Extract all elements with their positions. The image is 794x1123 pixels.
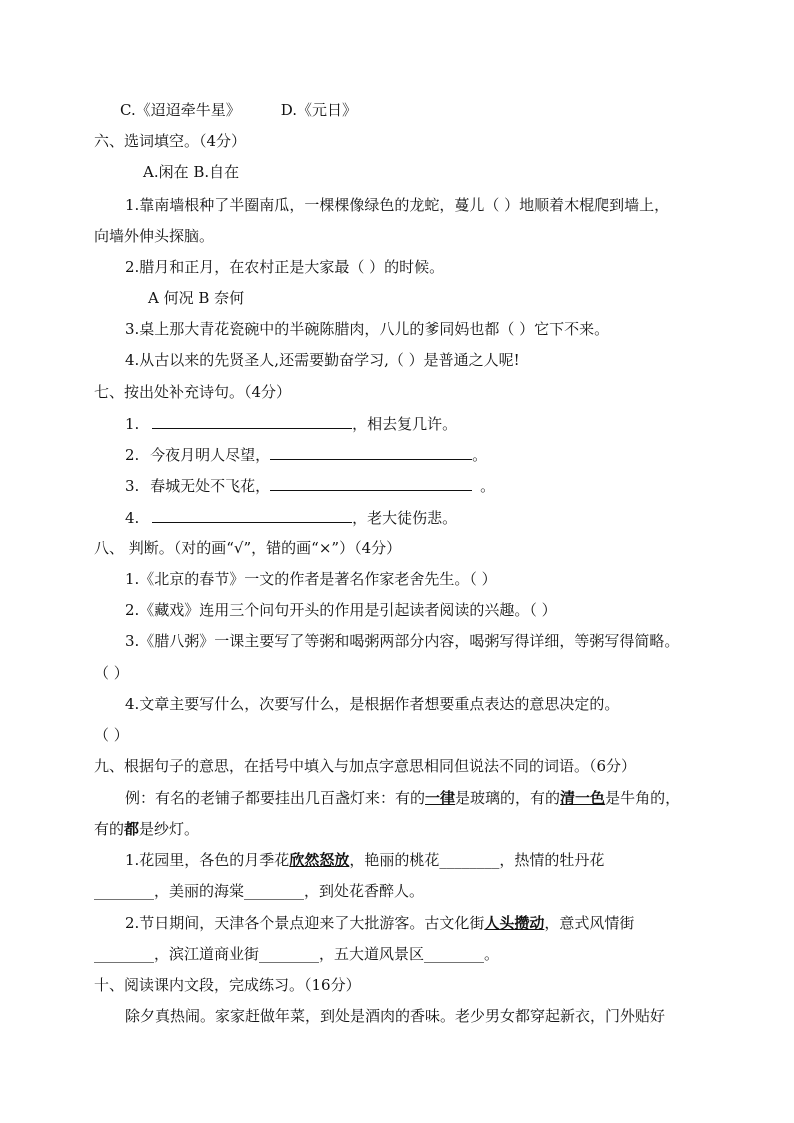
line3-tail: 。 <box>480 477 496 495</box>
section8-q4: 4.文章主要写什么，次要写什么，是根据作者想要重点表达的意思决定的。 <box>125 695 620 713</box>
line2-tail: 。 <box>472 446 488 464</box>
line4-tail: ，老大徒伤悲。 <box>352 509 458 527</box>
section7-line3 <box>125 475 495 496</box>
line1-number: 1. <box>125 415 140 433</box>
section9-example-line2 <box>94 819 199 839</box>
line1-tail: ，相去复几许。 <box>352 415 458 433</box>
section10-title: 十、阅读课内文段，完成练习。（16分） <box>94 976 361 994</box>
example-text-c: 是玻璃的，有的 <box>455 789 561 807</box>
section8-q1: 1.《北京的春节》一文的作者是著名作家老舍先生。（ ） <box>125 570 497 588</box>
section7-line4 <box>125 507 457 528</box>
section6-q1-line1: 1.靠南墙根种了半圈南瓜，一棵棵像绿色的龙蛇，蔓儿（ ）地顺着木棍爬到墙上， <box>125 196 670 214</box>
section8-q2: 2.《藏戏》连用三个问句开头的作用是引起读者阅读的兴趣。（ ） <box>125 601 557 619</box>
q2-text-a: 2.节日期间，天津各个景点迎来了大批游客。古文化街 <box>125 914 485 932</box>
example2-text-c: 是纱灯。 <box>139 820 200 838</box>
section9-example-line1 <box>125 788 680 808</box>
section6-q3: 3.桌上那大青花瓷碗中的半碗陈腊肉，八儿的爹同妈也都（ ）它下不来。 <box>125 320 610 338</box>
q5-options-row <box>120 100 357 120</box>
q1-text-c: ，艳丽的桃花________，热情的牡丹花 <box>349 851 605 869</box>
section10-passage: 除夕真热闹。家家赶做年菜，到处是酒肉的香味。老少男女都穿起新衣，门外贴好 <box>125 1007 666 1025</box>
section7-line1 <box>125 413 457 434</box>
section6-options-2: A 何况 B 奈何 <box>148 289 245 307</box>
line3-head: 春城无处不飞花， <box>150 477 271 495</box>
line4-number: 4. <box>125 509 140 527</box>
example-dotted-word-2: 清一色 <box>560 789 606 807</box>
section6-options-1: A.闲在 B.自在 <box>143 163 240 181</box>
example-text-a: 例：有名的老铺子都要挂出几百盏灯来：有的 <box>125 789 426 807</box>
section8-q3-paren: （ ） <box>94 664 129 682</box>
section6-title: 六、选词填空。（4分） <box>94 132 247 150</box>
section7-title: 七、按出处补充诗句。（4分） <box>94 383 292 401</box>
example2-text-a: 有的 <box>94 820 125 838</box>
line2-number: 2. <box>125 446 140 464</box>
section8-q4-paren: （ ） <box>94 726 129 744</box>
q1-text-a: 1.花园里，各色的月季花 <box>125 851 290 869</box>
section9-title: 九、根据句子的意思，在括号中填入与加点字意思相同但说法不同的词语。（6分） <box>94 757 637 775</box>
option-c: C.《迢迢牵牛星》 <box>120 101 241 119</box>
example2-dotted-word: 都 <box>124 820 140 838</box>
poem-blank-3[interactable] <box>270 475 472 491</box>
section9-q2-line1 <box>125 913 634 933</box>
q2-text-c: ，意式风情街 <box>544 914 635 932</box>
poem-blank-2[interactable] <box>270 444 472 460</box>
example-text-e: 是牛角的， <box>605 789 681 807</box>
section8-q3: 3.《腊八粥》一课主要写了等粥和喝粥两部分内容，喝粥写得详细，等粥写得简略。 <box>125 632 680 650</box>
example-dotted-word-1: 一律 <box>425 789 456 807</box>
section9-q1-line1 <box>125 850 604 870</box>
line3-number: 3. <box>125 477 140 495</box>
section8-title: 八、 判断。（对的画“√”，错的画“×”）（4分） <box>94 539 402 557</box>
q2-dotted-word: 人头攒动 <box>484 914 545 932</box>
line2-head: 今夜月明人尽望， <box>150 446 271 464</box>
section6-q1-line2: 向墙外伸头探脑。 <box>94 227 215 245</box>
q1-dotted-word: 欣然怒放 <box>289 851 350 869</box>
section9-q1-line2: ________，美丽的海棠________，到处花香醉人。 <box>94 882 425 900</box>
section7-line2 <box>125 444 487 465</box>
section6-q4: 4.从古以来的先贤圣人,还需要勤奋学习,（ ）是普通之人呢! <box>125 351 520 369</box>
section6-q2: 2.腊月和正月，在农村正是大家最（ ）的时候。 <box>125 258 445 276</box>
option-d: D.《元日》 <box>280 101 357 119</box>
poem-blank-1[interactable] <box>152 413 352 429</box>
poem-blank-4[interactable] <box>152 507 352 523</box>
section9-q2-line2: ________，滨江道商业街________，五大道风景区________。 <box>94 945 500 963</box>
